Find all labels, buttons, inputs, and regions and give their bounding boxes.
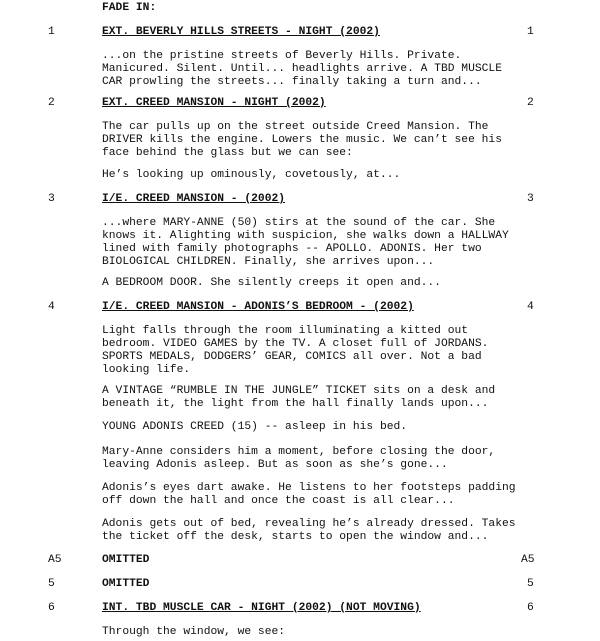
scene-heading: I/E. CREED MANSION - (2002): [102, 193, 286, 205]
scene-heading: EXT. CREED MANSION - NIGHT (2002): [102, 97, 326, 109]
omitted-label: OMITTED: [102, 578, 150, 590]
action-paragraph: [102, 385, 532, 411]
scene-heading: INT. TBD MUSCLE CAR - NIGHT (2002) (NOT MOVING): [102, 602, 421, 614]
action-line: bedroom. VIDEO GAMES by the TV. A closet full of JORDANS.: [102, 338, 489, 350]
action-line: ...where MARY-ANNE (50) stirs at the sound of the car. She: [102, 217, 496, 229]
action-paragraph: [102, 421, 532, 434]
action-line: ...on the pristine streets of Beverly Hills. Private.: [102, 50, 462, 62]
action-line: Manicured. Silent. Until... headlights arrive. A TBD MUSCLE: [102, 63, 502, 75]
action-line: the ticket off the desk, starts to open the window and...: [102, 531, 489, 543]
scene-number-right: 5: [527, 578, 534, 590]
action-paragraph: [102, 169, 532, 182]
action-paragraph: [102, 277, 532, 290]
fade-in-transition: FADE IN:: [102, 2, 157, 14]
action-line: A BEDROOM DOOR. She silently creeps it open and...: [102, 277, 441, 289]
action-line: Light falls through the room illuminating a kitted out: [102, 325, 469, 337]
action-line: The car pulls up on the street outside Creed Mansion. The: [102, 121, 489, 133]
action-line: DRIVER kills the engine. Lowers the music. We can’t see his: [102, 134, 502, 146]
action-line: knows it. Alighting with suspicion, she walks down a HALLWAY: [102, 230, 509, 242]
scene-heading: EXT. BEVERLY HILLS STREETS - NIGHT (2002): [102, 26, 380, 38]
scene-number-right: A5: [521, 554, 535, 566]
action-paragraph: [102, 482, 532, 508]
action-line: Through the window, we see:: [102, 626, 286, 638]
action-line: A VINTAGE “RUMBLE IN THE JUNGLE” TICKET sits on a desk and: [102, 385, 496, 397]
action-line: leaving Adonis asleep. But as soon as she’s gone...: [102, 459, 448, 471]
action-paragraph: [102, 518, 532, 544]
action-line: Mary-Anne considers him a moment, before closing the door,: [102, 446, 496, 458]
action-line: He’s looking up ominously, covetously, at...: [102, 169, 401, 181]
action-line: beneath it, the light from the hall finally lands upon...: [102, 398, 489, 410]
scene-number-right: 4: [527, 301, 534, 313]
action-paragraph: [102, 626, 532, 639]
scene-number-right: 6: [527, 602, 534, 614]
scene-number-left: 4: [48, 301, 55, 313]
action-paragraph: [102, 325, 532, 377]
action-paragraph: [102, 446, 532, 472]
scene-number-left: 5: [48, 578, 55, 590]
action-line: BIOLOGICAL CHILDREN. Finally, she arrives upon...: [102, 256, 435, 268]
scene-number-left: 1: [48, 26, 55, 38]
action-line: CAR prowling the streets... finally taking a turn and...: [102, 76, 482, 88]
action-paragraph: [102, 217, 532, 269]
action-paragraph: [102, 121, 532, 160]
action-line: off down the hall and once the coast is all clear...: [102, 495, 455, 507]
scene-heading: I/E. CREED MANSION - ADONIS’S BEDROOM - (2002): [102, 301, 414, 313]
action-line: Adonis’s eyes dart awake. He listens to her footsteps padding: [102, 482, 516, 494]
action-line: SPORTS MEDALS, DODGERS’ GEAR, COMICS all over. Not a bad: [102, 351, 482, 363]
scene-number-right: 2: [527, 97, 534, 109]
action-line: Adonis gets out of bed, revealing he’s already dressed. Takes: [102, 518, 516, 530]
action-line: lined with family photographs -- APOLLO. ADONIS. Her two: [102, 243, 482, 255]
scene-number-left: A5: [48, 554, 62, 566]
action-paragraph: [102, 50, 532, 89]
scene-number-left: 2: [48, 97, 55, 109]
action-line: face behind the glass but we can see:: [102, 147, 353, 159]
scene-number-left: 6: [48, 602, 55, 614]
scene-number-right: 1: [527, 26, 534, 38]
omitted-label: OMITTED: [102, 554, 150, 566]
scene-number-right: 3: [527, 193, 534, 205]
scene-number-left: 3: [48, 193, 55, 205]
action-line: looking life.: [102, 364, 191, 376]
action-line: YOUNG ADONIS CREED (15) -- asleep in his bed.: [102, 421, 408, 433]
